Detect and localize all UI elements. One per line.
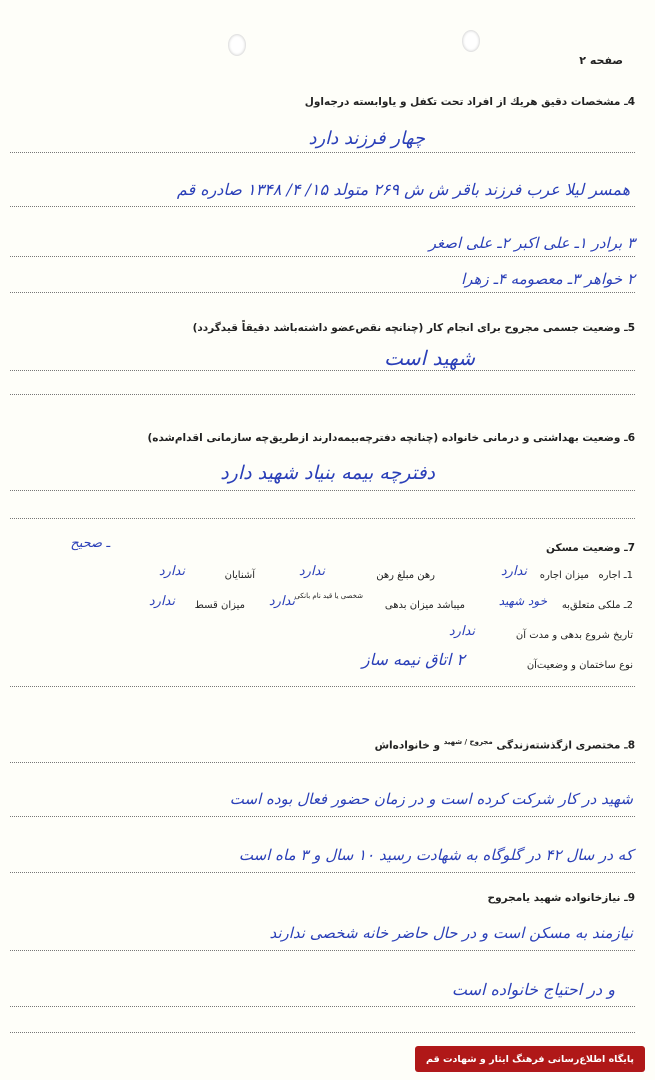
section-7-title: 7ـ وضعیت مسكن (546, 542, 635, 554)
ruled-line (10, 394, 635, 395)
ruled-line (10, 370, 635, 371)
section-9-handwriting-2: و در احتیاج خانواده است (451, 980, 615, 999)
rent-row-label: 1ـ اجاره (598, 570, 633, 581)
section-8-title-end: و خانواده‌اش (374, 739, 441, 752)
page-number: صفحه ۲ (579, 54, 623, 67)
section-8-handwriting-1: شهید در کار شرکت کرده است و در زمان حضور فعال بوده است (229, 790, 633, 808)
ruled-line (10, 1006, 635, 1007)
section-5-title: 5ـ وضعیت جسمی مجروح برای انجام كار (چنانچه نقص‌عضو داشته‌باشد دقیقاً قیدگردد) (192, 322, 635, 334)
section-5-handwriting: شهید است (384, 346, 475, 370)
ruled-line (10, 762, 635, 763)
building-type-value: ۲ اتاق نیمه ساز (361, 650, 465, 669)
deposit-label: رهن مبلغ رهن (376, 570, 435, 581)
section-9-handwriting-1: نیازمند به مسکن است و در حال حاضر خانه شخصی ندارند (269, 924, 633, 942)
owned-row-label: 2ـ ملكی متعلق‌به (561, 600, 633, 611)
ruled-line (10, 292, 635, 293)
ruled-line (10, 816, 635, 817)
deposit-value: ندارد (298, 564, 325, 579)
debt-note: شخصی یا قید نام بانکی (294, 592, 363, 600)
section-7-handwriting-title: ـ صحیح (70, 536, 110, 551)
punch-hole (462, 30, 480, 52)
ruled-line (10, 686, 635, 687)
rent-amount-value: ندارد (500, 564, 527, 579)
rent-amount-label: میزان اجاره (539, 570, 589, 581)
debt-start-value: ندارد (448, 624, 475, 639)
ruled-line (10, 1032, 635, 1033)
section-8-title (375, 738, 635, 752)
ruled-line (10, 152, 635, 153)
section-8-title-main: 8ـ مختصری ازگذشته‌زندگی (496, 739, 635, 752)
section-9-title: 9ـ نیازخانواده شهید یامجروح (487, 892, 635, 904)
ruled-line (10, 490, 635, 491)
installment-label: میزان قسط (194, 600, 245, 611)
section-4-handwriting-2: همسر لیلا عرب فرزند باقر ش ش ۲۶۹ متولد ۱۵/ ۴/ ۱۳۴۸ صادره قم (176, 180, 630, 199)
section-4-handwriting-3: ۳ برادر ۱ـ علی اکبر ۲ـ علی اصغر (428, 234, 635, 252)
punch-hole (228, 34, 246, 56)
debt-label: میباشد میزان بدهی (384, 600, 465, 611)
building-type-label: نوع ساختمان و وضعیت‌آن (526, 660, 633, 671)
acquaintances-label: آشنایان (224, 570, 255, 581)
section-6-handwriting: دفترچه بیمه بنیاد شهید دارد (220, 462, 435, 484)
footer-logo: پایگاه اطلاع‌رسانی فرهنگ ایثار و شهادت قم (415, 1046, 645, 1072)
ruled-line (10, 872, 635, 873)
installment-value: ندارد (148, 594, 175, 609)
section-4-handwriting-4: ۲ خواهر ۳ـ معصومه ۴ـ زهرا (461, 270, 635, 288)
owner-value: خود شهید (498, 594, 547, 608)
section-6-title: 6ـ وضعیت بهداشتی و درمانی خانواده (چنانچه دفترچه‌بیمه‌دارند ازطریق‌چه سازمانی اقدام‌شده) (147, 432, 635, 444)
ruled-line (10, 206, 635, 207)
ruled-line (10, 518, 635, 519)
section-4-title: 4ـ مشخصات دقیق هریك از افراد تحت تكفل و یاوابسته درجه‌اول (304, 96, 635, 108)
debt-start-label: تاریخ شروع بدهی و مدت آن (515, 630, 633, 641)
section-8-handwriting-2: که در سال ۴۲ در گلوگاه به شهادت رسید ۱۰ سال و ۳ ماه است (238, 846, 633, 864)
ruled-line (10, 950, 635, 951)
debt-value: ندارد (268, 594, 295, 609)
section-4-handwriting-1: چهار فرزند دارد (308, 128, 425, 149)
section-8-title-note: مجروح / شهید (443, 738, 493, 746)
acquaintances-value: ندارد (158, 564, 185, 579)
ruled-line (10, 256, 635, 257)
